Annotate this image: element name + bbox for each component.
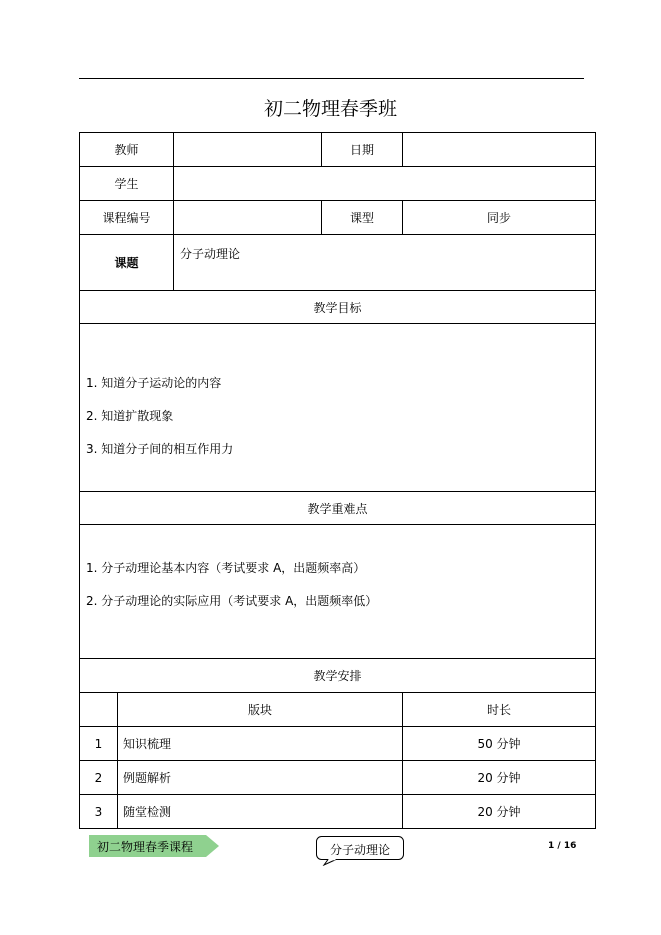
teacher-label: 教师 [80,133,174,167]
course-code-label: 课程编号 [80,201,174,235]
schedule-num: 3 [80,795,118,829]
lesson-plan-table [79,132,596,829]
student-label: 学生 [80,167,174,201]
list-item: 3. 知道分子间的相互作用力 [86,441,234,456]
table-row [80,795,596,829]
schedule-module: 随堂检测 [118,795,403,829]
topic-value: 分子动理论 [174,235,596,291]
objectives-header: 教学目标 [80,291,596,324]
date-value[interactable] [403,133,596,167]
key-points-list [80,525,596,659]
page-title: 初二物理春季班 [263,98,397,120]
student-value[interactable] [174,167,596,201]
schedule-num: 1 [80,727,118,761]
topic-bubble [316,836,404,860]
course-code-value[interactable] [174,201,322,235]
course-tag-label: 初二物理春季课程 [97,840,194,854]
topic-label: 课题 [80,235,174,291]
table-row [80,727,596,761]
schedule-duration: 50 分钟 [403,727,596,761]
schedule-duration: 20 分钟 [403,761,596,795]
list-item: 1. 知道分子运动论的内容 [86,375,222,390]
course-type-value: 同步 [403,201,596,235]
page-number: 1 / 16 [548,841,577,851]
course-tag [89,835,219,857]
schedule-duration: 20 分钟 [403,795,596,829]
date-label: 日期 [322,133,403,167]
list-item: 2. 分子动理论的实际应用（考试要求 A，出题频率低） [86,594,378,608]
key-points-header: 教学重难点 [80,492,596,525]
schedule-num-header [80,693,118,727]
list-item: 1. 分子动理论基本内容（考试要求 A，出题频率高） [86,561,366,575]
schedule-duration-header: 时长 [403,693,596,727]
course-type-label: 课型 [322,201,403,235]
table-row [80,761,596,795]
header-rule [79,78,584,79]
schedule-module: 知识梳理 [118,727,403,761]
teacher-value[interactable] [174,133,322,167]
schedule-header: 教学安排 [80,659,596,693]
schedule-module: 例题解析 [118,761,403,795]
schedule-module-header: 版块 [118,693,403,727]
list-item: 2. 知道扩散现象 [86,408,174,423]
objectives-list [80,324,596,492]
schedule-num: 2 [80,761,118,795]
topic-bubble-label: 分子动理论 [329,843,390,857]
